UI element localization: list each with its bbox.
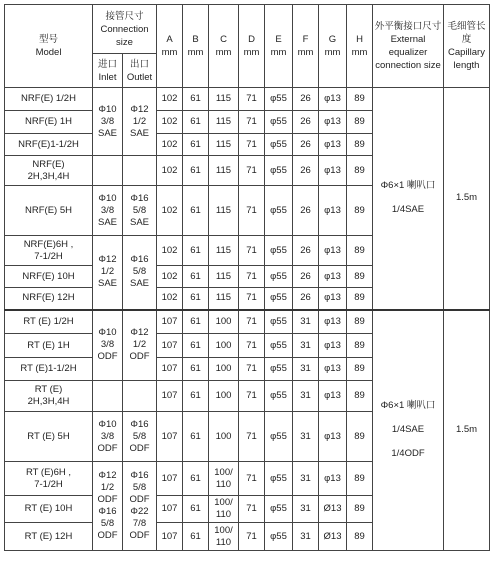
inlet-cell <box>93 156 123 186</box>
dim-e-cell: φ55 <box>265 186 293 236</box>
dim-g-cell: φ13 <box>319 310 347 334</box>
table-row <box>5 88 490 111</box>
dim-g-cell: φ13 <box>319 111 347 134</box>
dim-d-cell: 71 <box>239 111 265 134</box>
outlet-cell: Φ12 1/2 ODF <box>123 310 157 381</box>
model-cell: RT (E) 5H <box>5 412 93 462</box>
dim-d-cell: 71 <box>239 412 265 462</box>
inlet-cell: Φ10 3/8 ODF <box>93 310 123 381</box>
dim-b-cell: 61 <box>183 111 209 134</box>
dim-d-cell: 71 <box>239 523 265 551</box>
dim-a-cell: 107 <box>157 412 183 462</box>
dim-e-cell: φ55 <box>265 381 293 412</box>
inlet-cell: Φ10 3/8 SAE <box>93 88 123 156</box>
dim-a-cell: 102 <box>157 266 183 288</box>
dim-b-cell: 61 <box>183 134 209 156</box>
dim-c-cell: 100 <box>209 358 239 381</box>
dim-b-cell: 61 <box>183 288 209 310</box>
header-model: 型号 Model <box>5 5 93 88</box>
equalizer-cell: Φ6×1 喇叭口 1/4SAE <box>373 88 444 310</box>
dim-f-cell: 31 <box>293 381 319 412</box>
equalizer-cell: Φ6×1 喇叭口 1/4SAE 1/4ODF <box>373 310 444 551</box>
outlet-cell: Φ16 5/8 ODF Φ22 7/8 ODF <box>123 462 157 551</box>
dim-a-cell: 102 <box>157 186 183 236</box>
model-cell: NRF(E) 1H <box>5 111 93 134</box>
dim-a-cell: 102 <box>157 156 183 186</box>
outlet-cell <box>123 156 157 186</box>
dim-d-cell: 71 <box>239 381 265 412</box>
dim-g-cell: φ13 <box>319 88 347 111</box>
dim-d-cell: 71 <box>239 88 265 111</box>
header-dim-d: D mm <box>239 5 265 88</box>
dim-f-cell: 26 <box>293 134 319 156</box>
header-dim-b: B mm <box>183 5 209 88</box>
dim-h-cell: 89 <box>347 310 373 334</box>
dim-h-cell: 89 <box>347 523 373 551</box>
outlet-cell: Φ16 5/8 SAE <box>123 186 157 236</box>
outlet-cell: Φ16 5/8 ODF <box>123 412 157 462</box>
dim-a-cell: 107 <box>157 496 183 523</box>
dim-b-cell: 61 <box>183 462 209 496</box>
dim-a-cell: 102 <box>157 288 183 310</box>
dim-g-cell: Ø13 <box>319 496 347 523</box>
dim-e-cell: φ55 <box>265 236 293 266</box>
dim-h-cell: 89 <box>347 88 373 111</box>
header-outlet: 出口 Outlet <box>123 54 157 88</box>
model-cell: RT (E)1-1/2H <box>5 358 93 381</box>
dim-e-cell: φ55 <box>265 496 293 523</box>
outlet-cell: Φ12 1/2 SAE <box>123 88 157 156</box>
dim-e-cell: φ55 <box>265 462 293 496</box>
dim-f-cell: 26 <box>293 111 319 134</box>
dim-b-cell: 61 <box>183 358 209 381</box>
dim-h-cell: 89 <box>347 358 373 381</box>
dim-d-cell: 71 <box>239 496 265 523</box>
dim-h-cell: 89 <box>347 266 373 288</box>
header-dim-f: F mm <box>293 5 319 88</box>
dim-c-cell: 100/ 110 <box>209 496 239 523</box>
model-cell: RT (E) 2H,3H,4H <box>5 381 93 412</box>
model-cell: RT (E) 12H <box>5 523 93 551</box>
capillary-cell: 1.5m <box>444 88 490 310</box>
dim-f-cell: 31 <box>293 523 319 551</box>
dim-d-cell: 71 <box>239 462 265 496</box>
dim-g-cell: φ13 <box>319 381 347 412</box>
header-inlet: 进口 Inlet <box>93 54 123 88</box>
capillary-cell: 1.5m <box>444 310 490 551</box>
dim-c-cell: 115 <box>209 186 239 236</box>
dim-f-cell: 31 <box>293 334 319 358</box>
dim-d-cell: 71 <box>239 310 265 334</box>
dim-h-cell: 89 <box>347 412 373 462</box>
dim-a-cell: 107 <box>157 523 183 551</box>
dim-h-cell: 89 <box>347 111 373 134</box>
dim-h-cell: 89 <box>347 334 373 358</box>
dim-c-cell: 115 <box>209 88 239 111</box>
dim-h-cell: 89 <box>347 156 373 186</box>
dim-e-cell: φ55 <box>265 358 293 381</box>
dim-e-cell: φ55 <box>265 134 293 156</box>
dim-g-cell: φ13 <box>319 186 347 236</box>
header-dim-c: C mm <box>209 5 239 88</box>
outlet-cell: Φ16 5/8 SAE <box>123 236 157 310</box>
dim-c-cell: 115 <box>209 236 239 266</box>
dim-d-cell: 71 <box>239 358 265 381</box>
dim-f-cell: 26 <box>293 236 319 266</box>
dim-f-cell: 31 <box>293 358 319 381</box>
dim-b-cell: 61 <box>183 412 209 462</box>
dim-a-cell: 107 <box>157 310 183 334</box>
model-cell: NRF(E) 5H <box>5 186 93 236</box>
table-header <box>5 5 490 88</box>
dim-e-cell: φ55 <box>265 288 293 310</box>
dim-f-cell: 31 <box>293 310 319 334</box>
model-cell: NRF(E) 2H,3H,4H <box>5 156 93 186</box>
dim-g-cell: φ13 <box>319 334 347 358</box>
dim-c-cell: 100 <box>209 334 239 358</box>
dim-a-cell: 107 <box>157 381 183 412</box>
dim-f-cell: 31 <box>293 412 319 462</box>
dim-c-cell: 100/ 110 <box>209 523 239 551</box>
dim-h-cell: 89 <box>347 462 373 496</box>
dim-c-cell: 115 <box>209 156 239 186</box>
dim-h-cell: 89 <box>347 186 373 236</box>
dim-b-cell: 61 <box>183 88 209 111</box>
dim-a-cell: 107 <box>157 334 183 358</box>
dim-d-cell: 71 <box>239 334 265 358</box>
dim-b-cell: 61 <box>183 266 209 288</box>
header-dim-g: G mm <box>319 5 347 88</box>
dim-e-cell: φ55 <box>265 156 293 186</box>
dim-f-cell: 31 <box>293 462 319 496</box>
dim-b-cell: 61 <box>183 496 209 523</box>
header-dim-a: A mm <box>157 5 183 88</box>
header-capillary: 毛细管长 度 Capillary length <box>444 5 490 88</box>
dim-f-cell: 31 <box>293 496 319 523</box>
dim-c-cell: 115 <box>209 266 239 288</box>
dim-f-cell: 26 <box>293 88 319 111</box>
header-equalizer: 外平衡接口尺寸 External equalizer connection size <box>373 5 444 88</box>
dim-a-cell: 102 <box>157 88 183 111</box>
dim-g-cell: φ13 <box>319 462 347 496</box>
inlet-cell: Φ10 3/8 ODF <box>93 412 123 462</box>
dim-a-cell: 102 <box>157 134 183 156</box>
table-row <box>5 310 490 334</box>
dim-e-cell: φ55 <box>265 111 293 134</box>
dim-c-cell: 100 <box>209 310 239 334</box>
model-cell: NRF(E)1-1/2H <box>5 134 93 156</box>
dim-d-cell: 71 <box>239 266 265 288</box>
spec-table <box>4 4 490 551</box>
header-dim-h: H mm <box>347 5 373 88</box>
inlet-cell <box>93 381 123 412</box>
dim-e-cell: φ55 <box>265 523 293 551</box>
header-connection: 接管尺寸 Connection size <box>93 5 157 54</box>
inlet-cell: Φ12 1/2 ODF Φ16 5/8 ODF <box>93 462 123 551</box>
dim-e-cell: φ55 <box>265 310 293 334</box>
dim-g-cell: φ13 <box>319 156 347 186</box>
model-cell: RT (E) 1/2H <box>5 310 93 334</box>
dim-b-cell: 61 <box>183 523 209 551</box>
dim-b-cell: 61 <box>183 236 209 266</box>
dim-d-cell: 71 <box>239 288 265 310</box>
dim-b-cell: 61 <box>183 156 209 186</box>
dim-g-cell: φ13 <box>319 358 347 381</box>
dim-e-cell: φ55 <box>265 412 293 462</box>
dim-e-cell: φ55 <box>265 88 293 111</box>
dim-h-cell: 89 <box>347 134 373 156</box>
dim-c-cell: 115 <box>209 134 239 156</box>
dim-d-cell: 71 <box>239 236 265 266</box>
dim-h-cell: 89 <box>347 381 373 412</box>
dim-b-cell: 61 <box>183 334 209 358</box>
dim-g-cell: φ13 <box>319 236 347 266</box>
inlet-cell: Φ10 3/8 SAE <box>93 186 123 236</box>
dim-e-cell: φ55 <box>265 334 293 358</box>
model-cell: NRF(E)6H , 7-1/2H <box>5 236 93 266</box>
model-cell: NRF(E) 1/2H <box>5 88 93 111</box>
dim-c-cell: 100 <box>209 412 239 462</box>
dim-b-cell: 61 <box>183 381 209 412</box>
dim-d-cell: 71 <box>239 186 265 236</box>
dim-h-cell: 89 <box>347 236 373 266</box>
dim-b-cell: 61 <box>183 186 209 236</box>
dim-f-cell: 26 <box>293 266 319 288</box>
dim-g-cell: φ13 <box>319 288 347 310</box>
dim-d-cell: 71 <box>239 134 265 156</box>
dim-d-cell: 71 <box>239 156 265 186</box>
dim-g-cell: φ13 <box>319 412 347 462</box>
dim-g-cell: φ13 <box>319 266 347 288</box>
dim-h-cell: 89 <box>347 496 373 523</box>
dim-c-cell: 115 <box>209 111 239 134</box>
model-cell: RT (E) 10H <box>5 496 93 523</box>
dim-c-cell: 100 <box>209 381 239 412</box>
model-cell: RT (E) 1H <box>5 334 93 358</box>
model-cell: NRF(E) 12H <box>5 288 93 310</box>
model-cell: NRF(E) 10H <box>5 266 93 288</box>
header-dim-e: E mm <box>265 5 293 88</box>
dim-c-cell: 100/ 110 <box>209 462 239 496</box>
dim-f-cell: 26 <box>293 288 319 310</box>
dim-b-cell: 61 <box>183 310 209 334</box>
dim-a-cell: 107 <box>157 358 183 381</box>
inlet-cell: Φ12 1/2 SAE <box>93 236 123 310</box>
dim-g-cell: φ13 <box>319 134 347 156</box>
dim-f-cell: 26 <box>293 186 319 236</box>
dim-h-cell: 89 <box>347 288 373 310</box>
model-cell: RT (E)6H , 7-1/2H <box>5 462 93 496</box>
dim-c-cell: 115 <box>209 288 239 310</box>
dim-e-cell: φ55 <box>265 266 293 288</box>
dim-g-cell: Ø13 <box>319 523 347 551</box>
dim-a-cell: 107 <box>157 462 183 496</box>
dim-a-cell: 102 <box>157 111 183 134</box>
outlet-cell <box>123 381 157 412</box>
dim-a-cell: 102 <box>157 236 183 266</box>
dim-f-cell: 26 <box>293 156 319 186</box>
